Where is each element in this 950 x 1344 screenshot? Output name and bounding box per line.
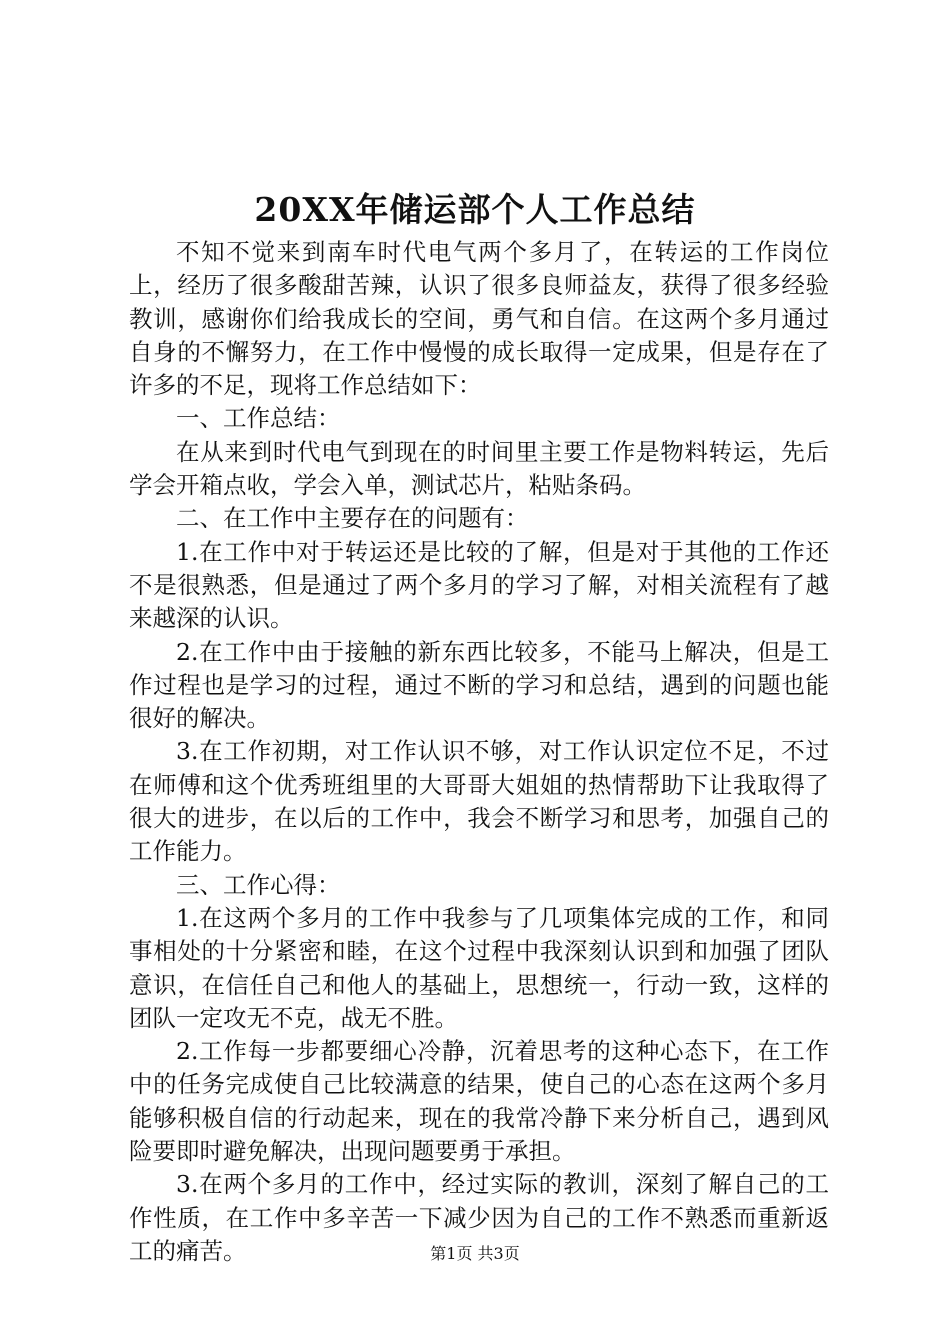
paragraph-intro: 不知不觉来到南车时代电气两个多月了，在转运的工作岗位上，经历了很多酸甜苦辣，认识了很多良师益友，获得了很多经验教训，感谢你们给我成长的空间，勇气和自信。在这两个多月通过自身的不懈努力，在工作中慢慢的成长取得一定成果，但是存在了许多的不足，现将工作总结如下： (129, 238, 829, 400)
page-footer: 第1页 共3页 (430, 1244, 520, 1263)
paragraph-summary: 在从来到时代电气到现在的时间里主要工作是物料转运，先后学会开箱点收，学会入单，测试芯片，粘贴条码。 (129, 437, 829, 500)
paragraph-problem-1: 1.在工作中对于转运还是比较的了解，但是对于其他的工作还不是很熟悉，但是通过了两个多月的学习了解，对相关流程有了越来越深的认识。 (129, 537, 829, 633)
paragraph-problem-3: 3.在工作初期，对工作认识不够，对工作认识定位不足，不过在师傅和这个优秀班组里的大哥哥大姐姐的热情帮助下让我取得了很大的进步，在以后的工作中，我会不断学习和思考，加强自己的工作能力。 (129, 737, 829, 866)
section-heading-problems: 二、在工作中主要存在的问题有： (176, 504, 529, 533)
paragraph-insight-2: 2.工作每一步都要细心冷静，沉着思考的这种心态下，在工作中的任务完成使自己比较满意的结果，使自己的心态在这两个多月能够积极自信的行动起来，现在的我常冷静下来分析自己，遇到风险要即时避免解决，出现问题要勇于承担。 (129, 1037, 829, 1166)
section-heading-insights: 三、工作心得： (176, 870, 341, 899)
document-body (129, 236, 829, 1268)
document-title: 20XX年储运部个人工作总结 (254, 190, 696, 229)
paragraph-problem-2: 2.在工作中由于接触的新东西比较多，不能马上解决，但是工作过程也是学习的过程，通过不断的学习和总结，遇到的问题也能很好的解决。 (129, 637, 829, 733)
paragraph-insight-3: 3.在两个多月的工作中，经过实际的教训，深刻了解自己的工作性质，在工作中多辛苦一下减少因为自己的工作不熟悉而重新返工的痛苦。 (129, 1170, 829, 1265)
paragraph-insight-1: 1.在这两个多月的工作中我参与了几项集体完成的工作，和同事相处的十分紧密和睦，在这个过程中我深刻认识到和加强了团队意识，在信任自己和他人的基础上，思想统一，行动一致，这样的团队一定攻无不克，战无不胜。 (129, 903, 829, 1032)
section-heading-summary: 一、工作总结： (176, 404, 341, 433)
